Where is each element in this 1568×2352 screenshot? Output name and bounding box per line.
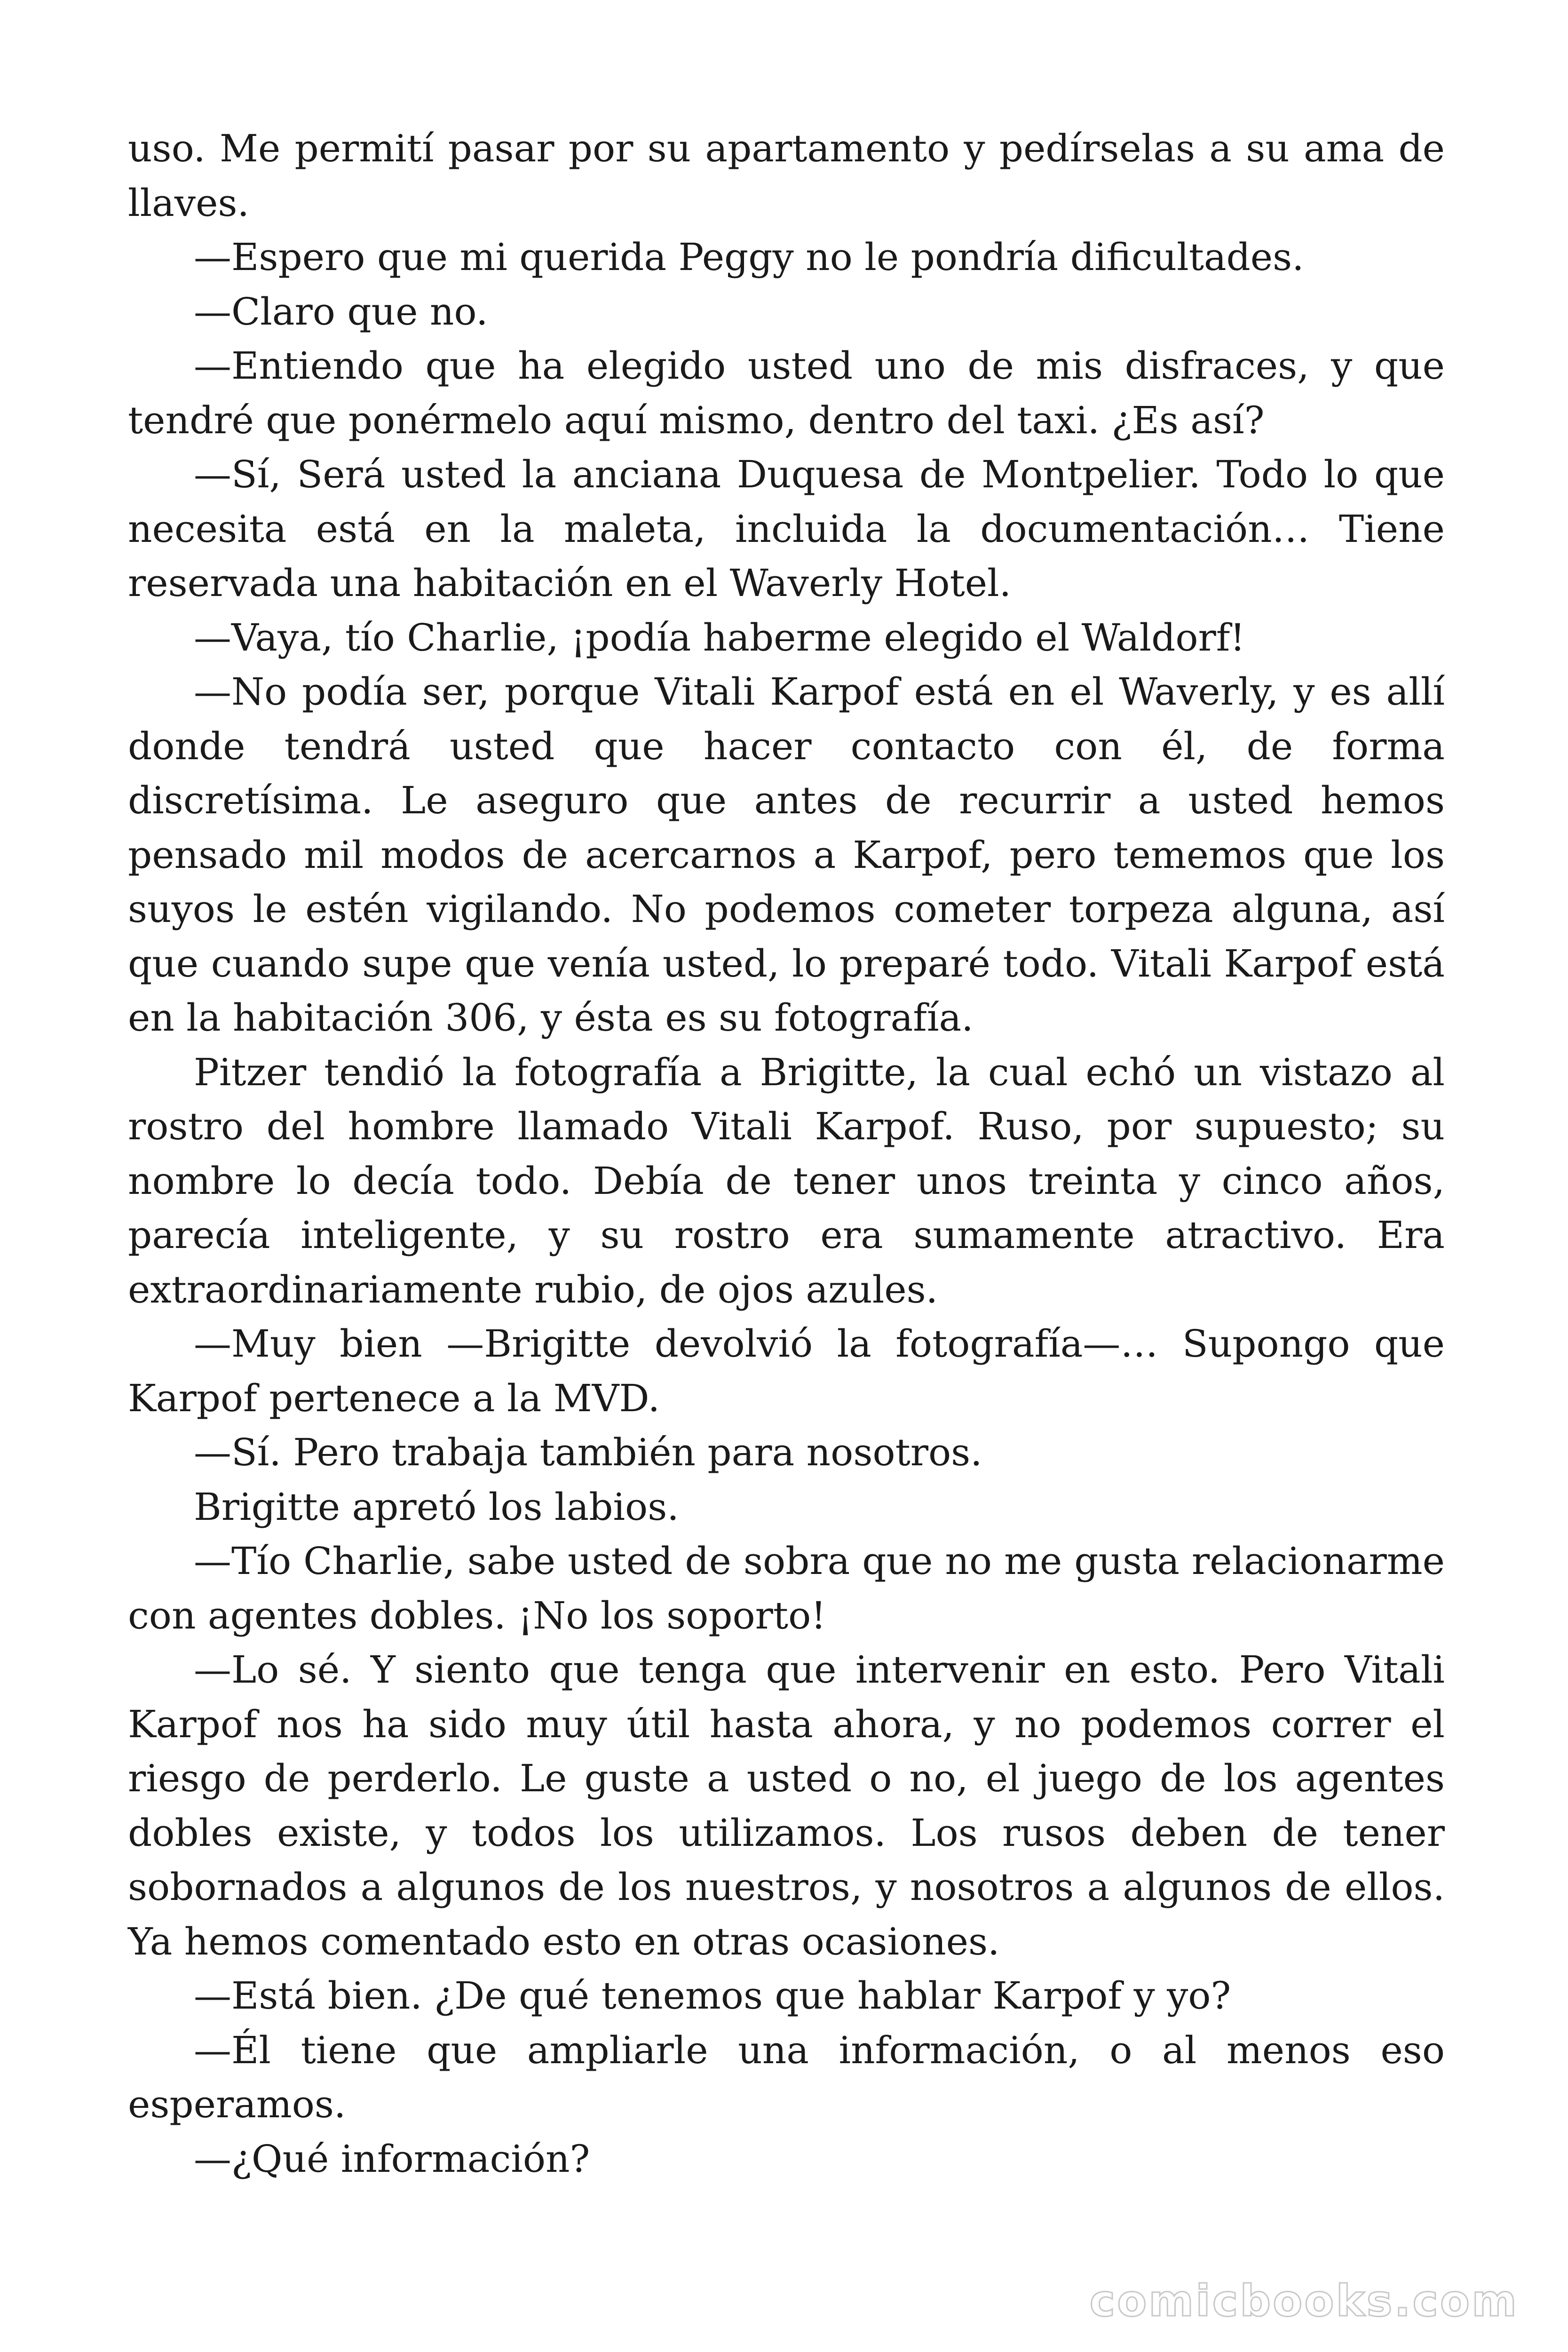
paragraph: —Sí, Será usted la anciana Duquesa de Montpelier. Todo lo que necesita está en la maleta, incluida la documentación… Tiene reservada una habitación en el Waverly Hotel. xyxy=(128,453,1445,605)
paragraph: —Entiendo que ha elegido usted uno de mis disfraces, y que tendré que ponérmelo aquí mismo, dentro del taxi. ¿Es así? xyxy=(128,344,1445,442)
paragraph: Brigitte apretó los labios. xyxy=(194,1485,679,1529)
paragraph: Pitzer tendió la fotografía a Brigitte, la cual echó un vistazo al rostro del hombre llamado Vitali Karpof. Ruso, por supuesto; su nombre lo decía todo. Debía de tener unos treinta y cinco años, parecía inteligente, y su rostro era sumamente atractivo. Era extraordinariamente rubio, de ojos azules. xyxy=(128,1050,1445,1311)
paragraph: uso. Me permití pasar por su apartamento y pedírselas a su ama de llaves. xyxy=(128,127,1445,225)
paragraph: —Claro que no. xyxy=(194,289,488,334)
paragraph: —Espero que mi querida Peggy no le pondría dificultades. xyxy=(194,235,1304,279)
paragraph: —Él tiene que ampliarle una información, o al menos eso esperamos. xyxy=(128,2028,1445,2126)
paragraph: —Tío Charlie, sabe usted de sobra que no me gusta relacionarme con agentes dobles. ¡No los soporto! xyxy=(128,1539,1445,1637)
paragraph: —Vaya, tío Charlie, ¡podía haberme elegido el Waldorf! xyxy=(194,615,1245,660)
paragraph: —Muy bien —Brigitte devolvió la fotografía—… Supongo que Karpof pertenece a la MVD. xyxy=(128,1322,1445,1420)
watermark: comicbooks.com xyxy=(1089,2276,1519,2326)
page-text xyxy=(128,121,1445,2186)
paragraph: —Lo sé. Y siento que tenga que intervenir en esto. Pero Vitali Karpof nos ha sido muy útil hasta ahora, y no podemos correr el riesgo de perderlo. Le guste a usted o no, el juego de los agentes dobles existe, y todos los utilizamos. Los rusos deben de tener sobornados a algunos de los nuestros, y nosotros a algunos de ellos. Ya hemos comentado esto en otras ocasiones. xyxy=(128,1648,1445,1963)
paragraph: —¿Qué información? xyxy=(194,2137,590,2181)
paragraph: —No podía ser, porque Vitali Karpof está en el Waverly, y es allí donde tendrá usted que hacer contacto con él, de forma discretísima. Le aseguro que antes de recurrir a usted hemos pensado mil modos de acercarnos a Karpof, pero tememos que los suyos le estén vigilando. No podemos cometer torpeza alguna, así que cuando supe que venía usted, lo preparé todo. Vitali Karpof está en la habitación 306, y ésta es su fotografía. xyxy=(128,670,1445,1040)
paragraph: —Está bien. ¿De qué tenemos que hablar Karpof y yo? xyxy=(194,1974,1231,2018)
paragraph: —Sí. Pero trabaja también para nosotros. xyxy=(194,1430,982,1474)
